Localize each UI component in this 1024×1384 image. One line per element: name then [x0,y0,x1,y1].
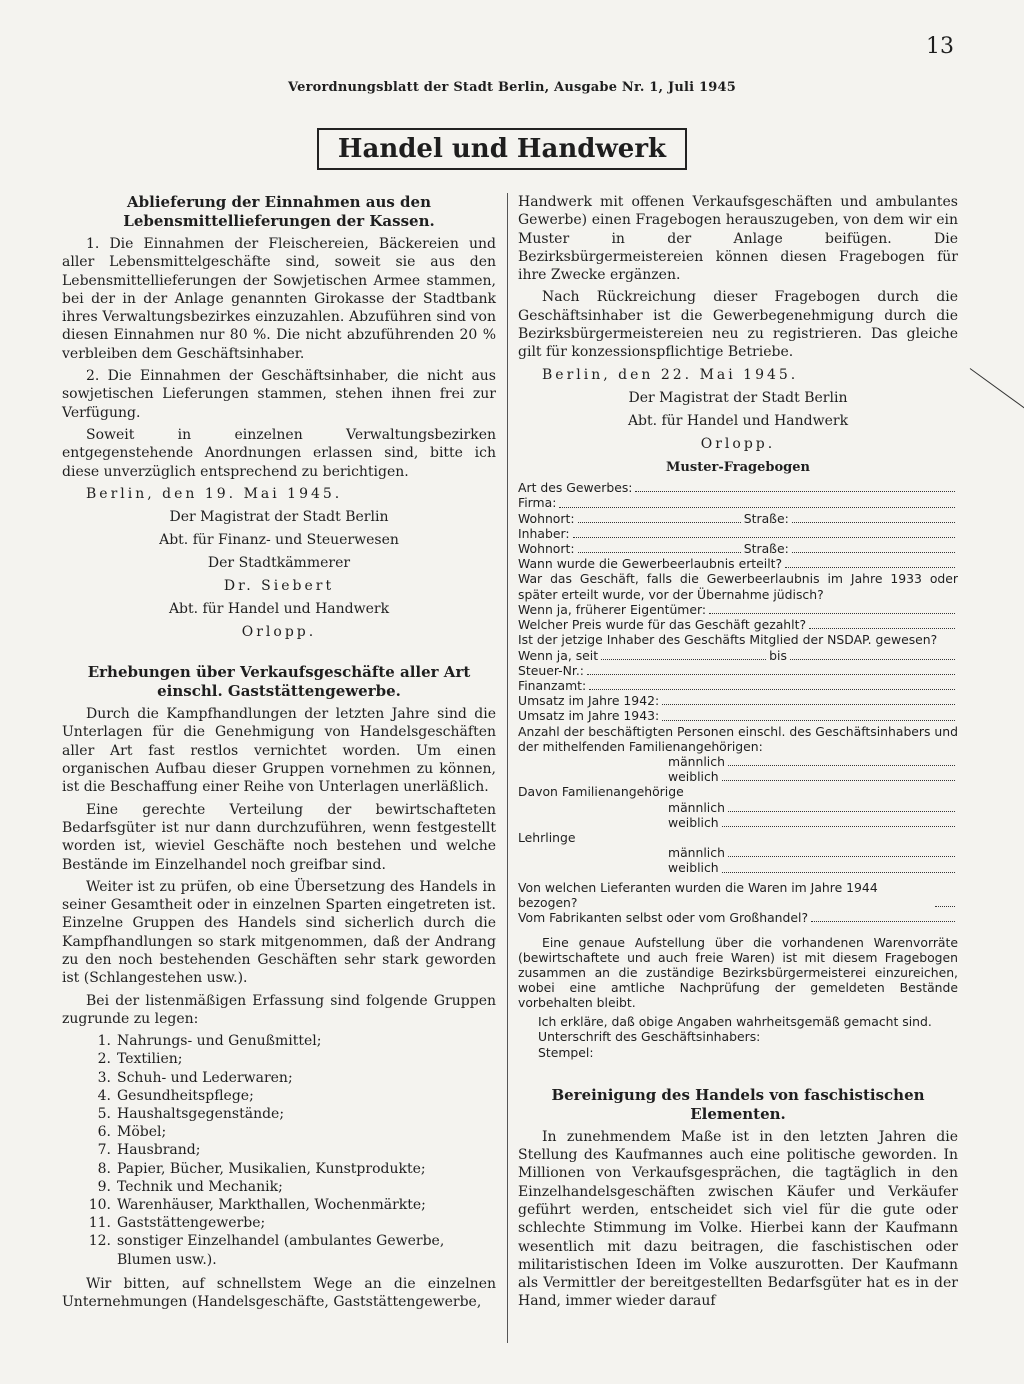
paragraph: Eine gerechte Verteilung der bewirtschafteten Bedarfsgüter ist nur dann durchzuführen, wenn festgestellt worden ist, wieviel Geschäfte noch bestehen und welche Bestände im Einzelhandel noch greifbar sind. [62,801,496,873]
list-item: 1. Nahrungs- und Genußmittel; [97,1033,322,1050]
fill-line [785,567,955,568]
form-row: Lehrlinge [518,829,576,845]
left-column [62,193,496,1315]
article-title-einnahmen: Ablieferung der Einnahmen aus den Lebensmittellieferungen der Kassen. [123,193,435,230]
fill-line [589,689,955,690]
form-row: Vom Fabrikanten selbst oder vom Großhandel? [518,910,958,925]
fill-line [662,704,955,705]
fill-line [722,872,955,873]
fill-line [792,522,955,523]
paragraph: Handwerk mit offenen Verkaufsgeschäften und ambulantes Gewerbe) einen Fragebogen herauszugeben, von dem wir ein Muster in der Anlage beifügen. Die Bezirksbürgermeistereien können diesen Fragebogen für ihre Zwecke ergänzen. [518,194,958,284]
dateline: Berlin, den 19. Mai 1945. [86,485,343,502]
questionnaire [518,480,958,1060]
signature-line: Abt. für Finanz- und Steuerwesen [159,532,399,549]
list-item: 7. Hausbrand; [97,1142,201,1159]
form-row: Wohnort: Straße: [518,541,958,556]
fill-line [709,613,955,614]
section-title: Handel und Handwerk [337,134,667,164]
margin-stroke [970,368,1024,416]
page-number: 13 [926,34,954,59]
fill-line [578,522,741,523]
form-row: Ist der jetzige Inhaber des Geschäfts Mitglied der NSDAP. gewesen? [518,632,938,648]
form-row: Anzahl der beschäftigten Personen einschl. des Geschäftsinhabers und der mithelfenden Familienangehörigen: [518,723,958,754]
fill-line [722,780,955,781]
form-row: Umsatz im Jahre 1942: [518,693,958,708]
form-row: Wenn ja, früherer Eigentümer: [518,602,958,617]
fill-line [587,674,955,675]
paragraph: Soweit in einzelnen Verwaltungsbezirken entgegenstehende Anordnungen erlassen sind, bitte ich diese unverzüglich entsprechend zu berichtigen. [62,426,496,480]
fill-line [809,628,955,629]
form-title: Muster-Fragebogen [666,459,810,475]
fill-line [792,552,955,553]
group-list [62,1032,496,1269]
column-rule [507,193,508,1343]
form-row: Umsatz im Jahre 1943: [518,708,958,723]
list-item: 3. Schuh- und Lederwaren; [97,1069,293,1086]
form-row: Inhaber: [518,526,958,541]
form-row: weiblich [518,860,958,875]
declaration: Ich erkläre, daß obige Angaben wahrheitsgemäß gemacht sind. [538,1014,932,1030]
section-title-box [317,128,687,170]
list-item: 11. Gaststättengewerbe; [88,1215,266,1232]
list-item: 12. sonstiger Einzelhandel (ambulantes Gewerbe, Blumen usw.). [88,1233,445,1268]
running-head: Verordnungsblatt der Stadt Berlin, Ausgabe Nr. 1, Juli 1945 [288,80,736,95]
form-row: männlich [518,845,958,860]
paragraph: Wir bitten, auf schnellstem Wege an die einzelnen Unternehmungen (Handelsgeschäfte, Gaststättengewerbe, [62,1275,496,1311]
signature-line: Der Magistrat der Stadt Berlin [169,509,389,526]
fill-line [601,659,766,660]
right-column [518,193,958,1315]
form-row: Firma: [518,495,958,510]
paragraph: Bei der listenmäßigen Erfassung sind folgende Gruppen zugrunde zu legen: [62,992,496,1027]
form-row: weiblich [518,769,958,784]
signature-line: Abt. für Handel und Handwerk [168,601,390,618]
signature-line: Abt. für Handel und Handwerk [627,412,849,429]
fill-line [728,811,955,812]
paragraph: In zunehmendem Maße ist in den letzten Jahren die Stellung des Kaufmannes auch eine politische geworden. In Millionen von Verkaufsgesprächen, die tagtäglich in den Einzelhandelsgeschäften zwischen Käufer und Verkäufer geführt werden, entscheidet sich viel für die gute oder schlechte Stimmung im Volke. Hierbei kann der Kaufmann wesentlich mit dazu beitragen, die faschistischen oder militaristischen Ideen im Volke auszurotten. Der Kaufmann als Vermittler der bereitgestellten Bedarfsgüter hat es in der Hand, immer wieder darauf [518,1128,958,1310]
list-item: 2. Textilien; [97,1051,183,1068]
signature-line: Dr. Siebert [223,578,335,595]
signature-line: Der Stadtkämmerer [207,555,351,572]
dateline: Berlin, den 22. Mai 1945. [542,366,799,383]
list-item: 10. Warenhäuser, Markthallen, Wochenmärkte; [88,1197,426,1214]
paragraph: Durch die Kampfhandlungen der letzten Jahre sind die Unterlagen für die Genehmigung von Handelsgeschäften aller Art fast restlos vernichtet worden. Um einen organischen Aufbau dieser Gruppen vornehmen zu können, ist die Beschaffung einer Reihe von Unterlagen unerläßlich. [62,706,496,796]
article-title-erhebungen: Erhebungen über Verkaufsgeschäfte aller Art einschl. Gaststättengewerbe. [87,663,471,701]
fill-line [728,765,955,766]
paragraph: 1. Die Einnahmen der Fleischereien, Bäckereien und aller Lebensmittelgeschäfte sind, soweit sie aus den Lebensmittellieferungen der Sowjetischen Armee stammen, bei der in der Anlage genannten Girokasse der Stadtbank ihres Verwaltungsbezirkes einzuzahlen. Abzuführen sind von diesen Einnahmen nur 80 %. Die nicht abzuführenden 20 % verbleiben dem Geschäftsinhaber. [62,236,496,362]
fill-line [790,659,955,660]
form-row: Wann wurde die Gewerbeerlaubnis erteilt? [518,556,958,571]
form-row: Wenn ja, seit bis [518,648,958,663]
signature-field: Unterschrift des Geschäftsinhabers: [538,1029,761,1045]
fill-line [573,537,956,538]
article-title-bereinigung: Bereinigung des Handels von faschistischen Elementen. [551,1085,925,1123]
fill-line [559,507,955,508]
form-note: Eine genaue Aufstellung über die vorhandenen Warenvorräte (bewirtschaftete und auch freie Waren) ist mit diesem Fragebogen zusammen an die zuständige Bezirksbürgermeisterei einzureichen, wobei eine amtliche Nachprüfung der gemeldeten Bestände vorbehalten bleibt. [518,935,958,1011]
stamp-field: Stempel: [538,1044,594,1060]
fill-line [935,906,955,907]
form-row: männlich [518,754,958,769]
list-item: 8. Papier, Bücher, Musikalien, Kunstprodukte; [97,1160,426,1177]
list-item: 4. Gesundheitspflege; [97,1087,254,1104]
signature-block [62,507,496,643]
fill-line [578,552,741,553]
paragraph: 2. Die Einnahmen der Geschäftsinhaber, die nicht aus sowjetischen Lieferungen stammen, stehen ihnen frei zur Verfügung. [62,368,496,421]
form-row: Art des Gewerbes: [518,480,958,495]
fill-line [811,921,955,922]
form-row: Von welchen Lieferanten wurden die Waren im Jahre 1944 bezogen? [518,880,958,910]
form-row: War das Geschäft, falls die Gewerbeerlaubnis im Jahre 1933 oder später erteilt wurde, vor der Übernahme jüdisch? [518,571,958,602]
form-row: Welcher Preis wurde für das Geschäft gezahlt? [518,617,958,632]
signature-line: Orlopp. [700,435,776,452]
form-row: männlich [518,800,958,815]
list-item: 9. Technik und Mechanik; [97,1178,283,1195]
fill-line [635,491,955,492]
list-item: 6. Möbel; [97,1124,167,1141]
form-row: Davon Familienangehörige [518,784,684,800]
form-row: Finanzamt: [518,678,958,693]
form-row: weiblich [518,815,958,830]
form-row: Steuer-Nr.: [518,663,958,678]
form-row: Wohnort: Straße: [518,511,958,526]
signature-line: Orlopp. [241,624,317,641]
paragraph: Weiter ist zu prüfen, ob eine Übersetzung des Handels in seiner Gesamtheit oder in einzelnen Sparten eingetreten ist. Einzelne Gruppen des Handels sind sicherlich durch die Kampfhandlungen so stark mitgenommen, daß der Andrang zu den noch bestehenden Geschäften sehr stark geworden ist (Schlangestehen usw.). [62,878,496,987]
fill-line [662,720,955,721]
paragraph: Nach Rückreichung dieser Fragebogen durch die Geschäftsinhaber ist die Gewerbegenehmigung durch die Bezirksbürgermeistereien neu zu registrieren. Das gleiche gilt für konzessionspflichtige Betriebe. [518,289,958,361]
signature-line: Der Magistrat der Stadt Berlin [628,389,848,406]
list-item: 5. Haushaltsgegenstände; [97,1106,285,1123]
signature-block [518,388,958,455]
fill-line [728,856,955,857]
fill-line [722,826,955,827]
